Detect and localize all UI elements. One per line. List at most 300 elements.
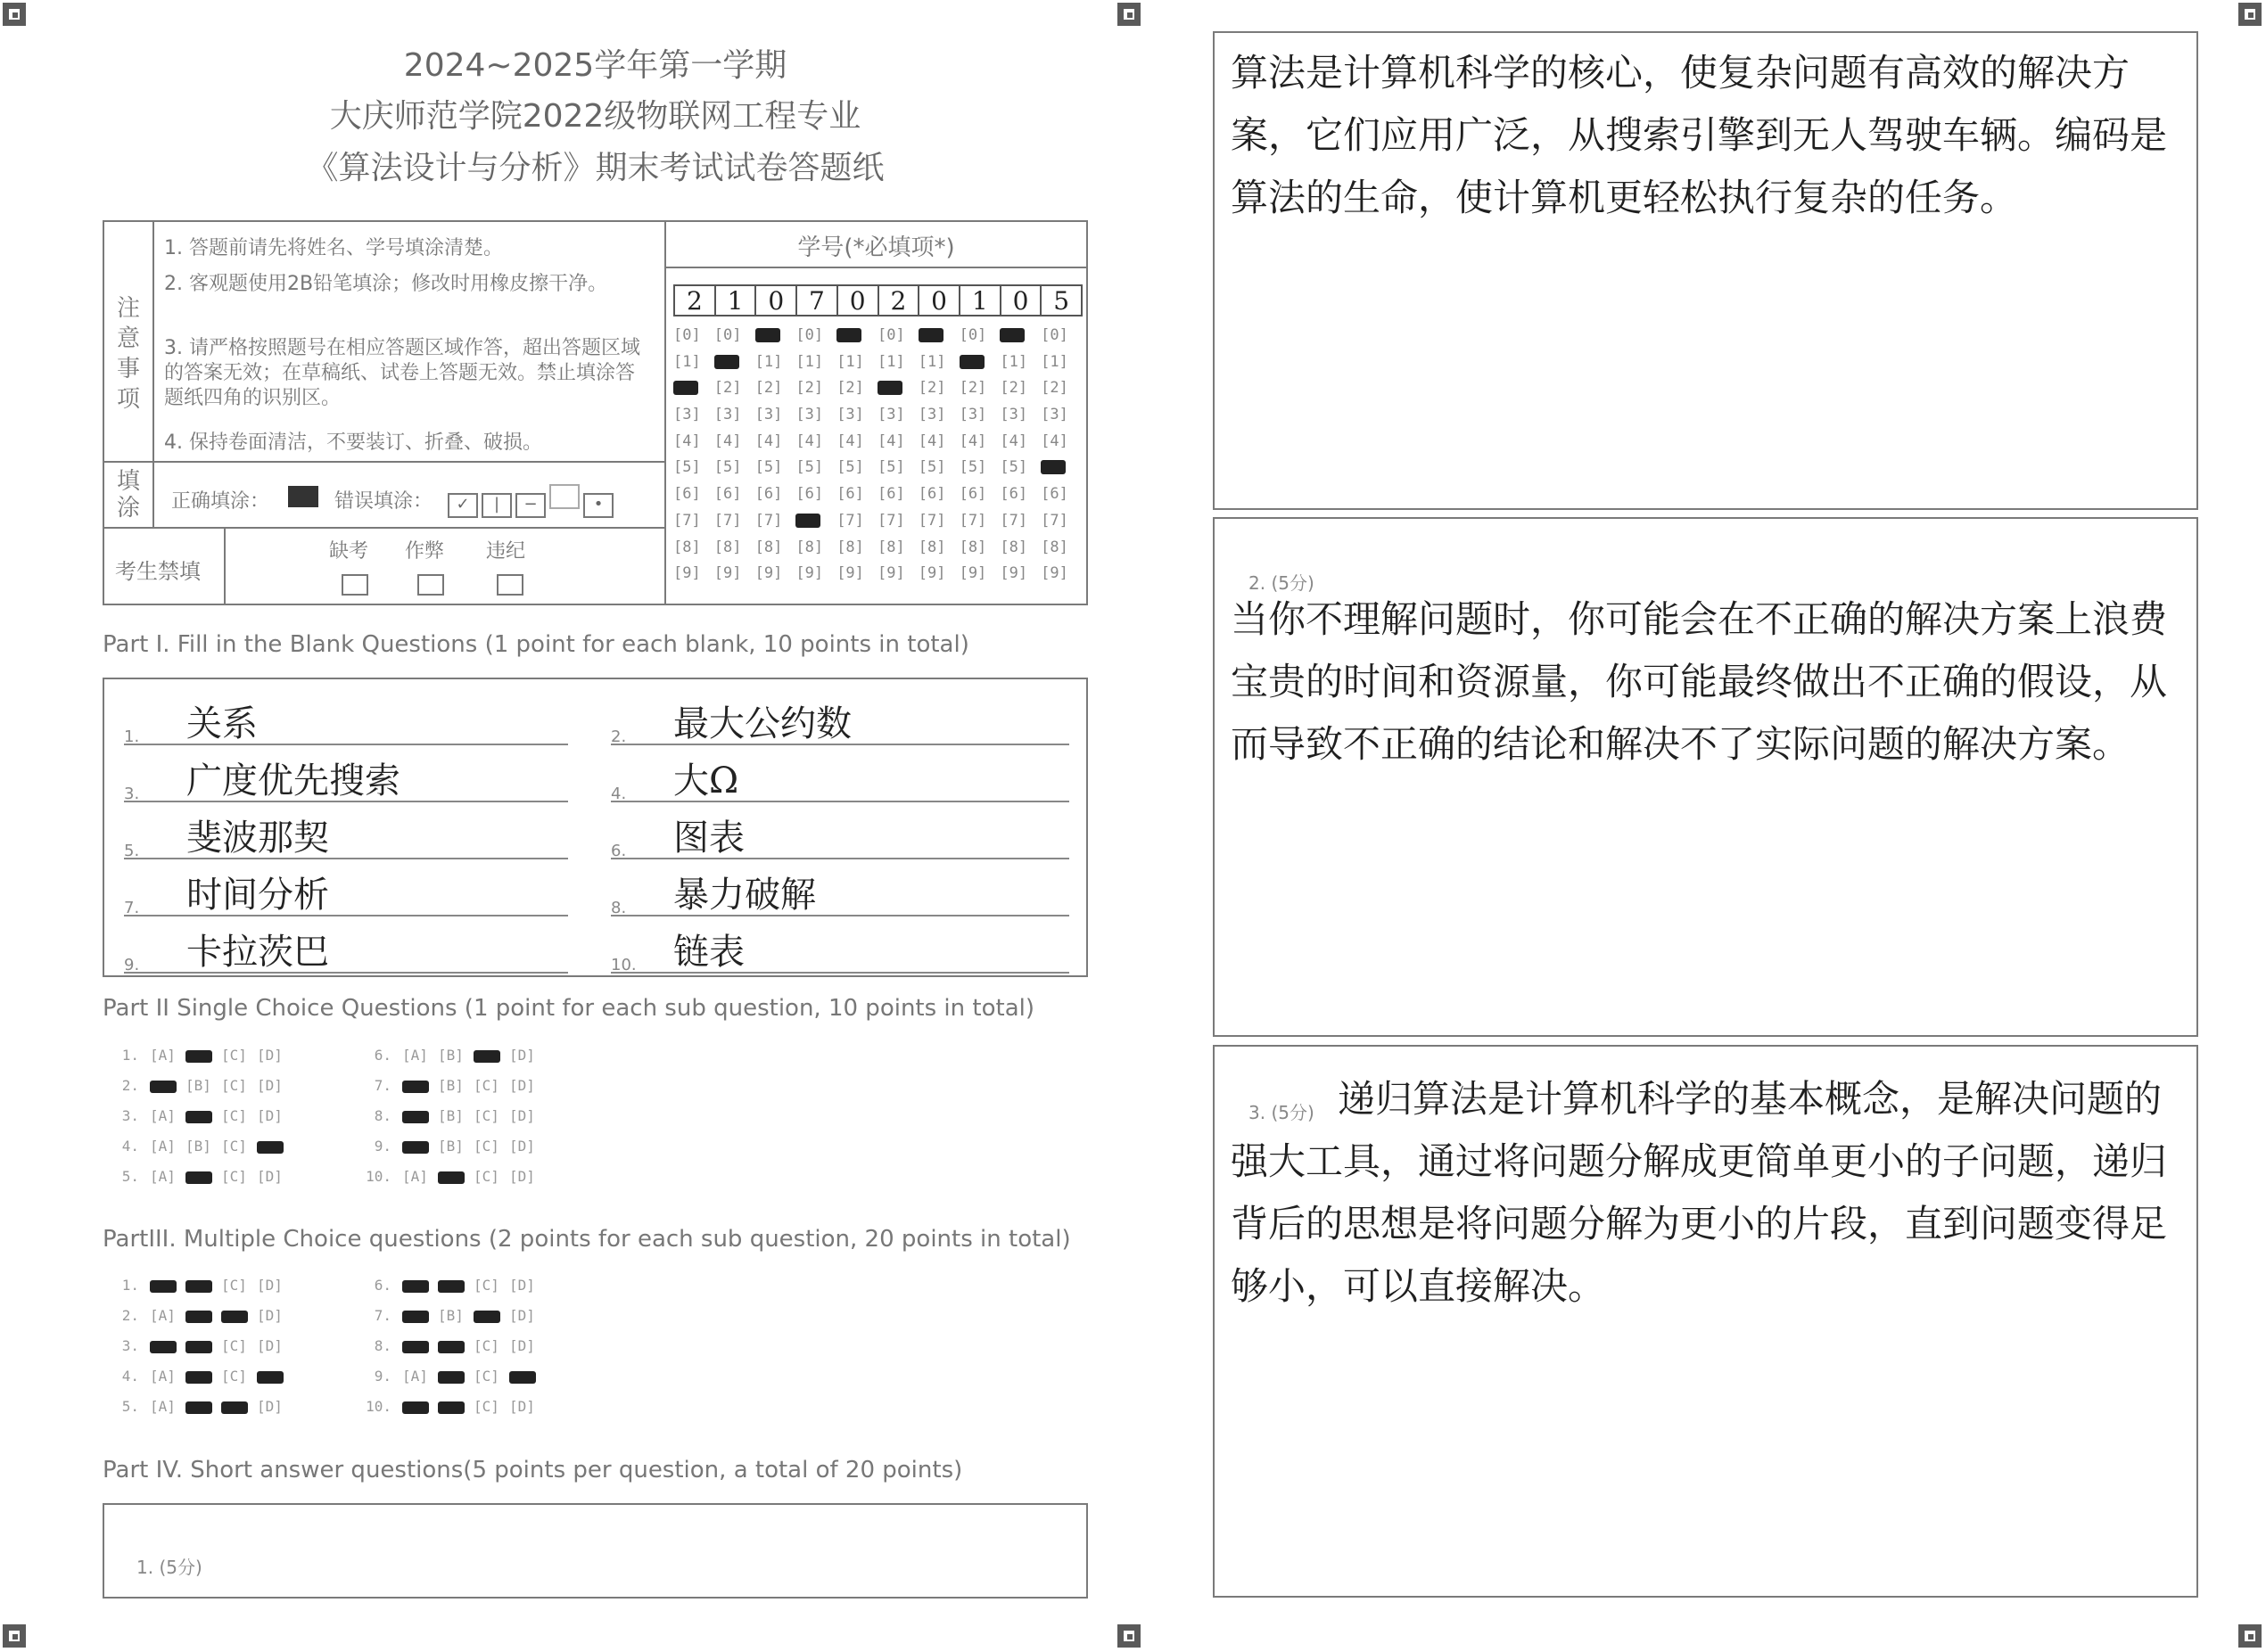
choice-bubble-filled[interactable] xyxy=(438,1171,465,1184)
choice-bubble[interactable]: [C] xyxy=(474,1077,499,1094)
blank-answer-text: 最大公约数 xyxy=(673,703,852,744)
student-id-bubble-row xyxy=(673,402,1082,429)
student-id-bubble[interactable]: [5] xyxy=(877,458,905,477)
choice-bubble[interactable]: [C] xyxy=(221,1047,247,1064)
header-line-2: 大庆师范学院2022级物联网工程专业 xyxy=(329,98,861,135)
student-id-digit-row xyxy=(673,284,1083,316)
choice-bubble-filled[interactable] xyxy=(438,1371,465,1384)
student-id-bubble[interactable]: [3] xyxy=(754,406,783,424)
blank-number: 7. xyxy=(124,899,140,917)
flag-cheat-checkbox[interactable] xyxy=(417,574,444,596)
student-id-bubble[interactable]: [9] xyxy=(673,564,701,583)
student-id-bubble[interactable]: [7] xyxy=(673,511,701,530)
student-id-bubble[interactable]: [4] xyxy=(918,431,946,450)
choice-bubble[interactable]: [D] xyxy=(509,1077,535,1094)
student-id-bubble[interactable]: [8] xyxy=(959,538,987,556)
student-id-bubble[interactable]: [6] xyxy=(918,485,946,504)
choice-bubble[interactable]: [D] xyxy=(509,1307,535,1324)
blank-answer-text: 暴力破解 xyxy=(673,875,816,916)
choice-bubble-filled[interactable] xyxy=(185,1171,212,1184)
choice-number: 8. xyxy=(374,1107,391,1124)
choice-bubble-filled[interactable] xyxy=(150,1280,177,1293)
registration-mark-icon xyxy=(1117,1624,1141,1648)
choice-bubble[interactable]: [C] xyxy=(221,1277,247,1294)
choice-bubble-filled[interactable] xyxy=(150,1341,177,1353)
choice-question xyxy=(359,1107,545,1124)
student-id-digit: 5 xyxy=(1053,286,1070,316)
student-id-bubble[interactable]: [7] xyxy=(918,511,946,530)
blank-answer-text: 关系 xyxy=(186,703,258,744)
student-id-bubble[interactable]: [9] xyxy=(959,564,987,583)
choice-bubble[interactable]: [B] xyxy=(438,1138,464,1155)
choice-question xyxy=(359,1337,545,1354)
choice-question xyxy=(114,1077,293,1094)
choice-bubble[interactable]: [A] xyxy=(402,1047,428,1064)
choice-bubble[interactable]: [B] xyxy=(185,1138,211,1155)
student-id-bubble[interactable]: [2] xyxy=(795,379,824,398)
choice-question xyxy=(114,1307,293,1324)
choice-number: 10. xyxy=(366,1398,391,1415)
student-id-bubble[interactable]: [1] xyxy=(836,352,864,371)
student-id-bubble[interactable] xyxy=(1041,455,1082,481)
student-id-bubble-row xyxy=(673,323,1082,349)
student-id-bubble-row xyxy=(673,375,1082,402)
choice-bubble[interactable]: [C] xyxy=(474,1277,499,1294)
blank-answer-text: 大Ω xyxy=(673,760,739,801)
student-id-bubble[interactable]: [0] xyxy=(795,326,824,344)
student-id-bubble[interactable]: [1] xyxy=(1041,352,1068,371)
choice-question xyxy=(359,1077,545,1094)
flag-violation-label: 违纪 xyxy=(486,540,526,563)
student-id-bubble[interactable]: [4] xyxy=(1041,431,1068,450)
choice-question xyxy=(114,1277,293,1294)
notice-label: 注意事项 xyxy=(116,295,140,413)
student-id-bubble[interactable]: [4] xyxy=(795,431,824,450)
choice-question xyxy=(359,1047,545,1064)
student-id-label: 学号(*必填项*) xyxy=(797,234,955,261)
notice-item-3: 3. 请严格按照题号在相应答题区域作答，超出答题区域的答案无效；在草稿纸、试卷上答题无效。禁止填涂答题纸四角的识别区。 xyxy=(164,337,640,409)
student-id-bubble[interactable]: [2] xyxy=(1000,379,1028,398)
choice-bubble[interactable]: [D] xyxy=(509,1107,535,1124)
student-id-bubble-row xyxy=(673,429,1082,456)
choice-bubble[interactable]: [D] xyxy=(257,1047,283,1064)
choice-bubble[interactable]: [D] xyxy=(257,1337,283,1354)
student-id-bubble[interactable]: [4] xyxy=(836,431,864,450)
choice-bubble[interactable]: [A] xyxy=(150,1138,176,1155)
choice-question xyxy=(114,1107,293,1124)
student-id-bubble[interactable]: [6] xyxy=(877,485,905,504)
choice-bubble[interactable]: [D] xyxy=(257,1077,283,1094)
student-id-bubble[interactable]: [7] xyxy=(754,511,783,530)
blank-answer-text: 卡拉茨巴 xyxy=(186,932,329,973)
short-answer-box-3 xyxy=(1213,1045,2198,1598)
student-id-bubble[interactable]: [6] xyxy=(1041,485,1068,504)
wrong-fill-label: 错误填涂： xyxy=(334,490,433,513)
q1-label: 1. (5分) xyxy=(136,1557,202,1578)
blank-answer-text: 斐波那契 xyxy=(186,818,329,859)
student-id-bubble[interactable]: [2] xyxy=(1041,379,1068,398)
flag-absent-checkbox[interactable] xyxy=(342,574,368,596)
choice-number: 5. xyxy=(121,1168,139,1185)
choice-question xyxy=(114,1047,293,1064)
choice-question xyxy=(114,1168,293,1185)
student-id-bubble[interactable] xyxy=(919,323,960,349)
student-id-bubble-row xyxy=(673,535,1082,562)
student-id-bubble[interactable]: [0] xyxy=(1041,326,1068,344)
student-id-bubble-row xyxy=(673,561,1082,588)
registration-mark-icon xyxy=(1117,3,1141,26)
student-id-bubble[interactable]: [6] xyxy=(959,485,987,504)
part3-title: PartIII. Multiple Choice questions (2 points for each sub question, 20 points in total) xyxy=(103,1226,1071,1253)
choice-bubble-filled[interactable] xyxy=(402,1081,429,1093)
student-id-bubble[interactable] xyxy=(836,323,878,349)
student-id-bubble[interactable]: [5] xyxy=(959,458,987,477)
choice-bubble-filled[interactable] xyxy=(474,1050,500,1063)
student-id-bubble[interactable]: [8] xyxy=(877,538,905,556)
fill-label: 填涂 xyxy=(117,468,141,522)
choice-bubble[interactable]: [D] xyxy=(257,1398,283,1415)
choice-number: 2. xyxy=(121,1077,139,1094)
choice-bubble[interactable]: [D] xyxy=(257,1307,283,1324)
choice-number: 6. xyxy=(374,1047,391,1064)
choice-bubble[interactable]: [C] xyxy=(474,1138,499,1155)
choice-bubble[interactable]: [D] xyxy=(509,1337,535,1354)
student-id-digit: 0 xyxy=(1001,286,1042,315)
blank-number: 3. xyxy=(124,785,140,803)
choice-bubble-filled[interactable] xyxy=(474,1311,500,1323)
choice-number: 1. xyxy=(121,1047,139,1064)
flag-violation-checkbox[interactable] xyxy=(497,574,523,596)
student-id-bubble[interactable]: [4] xyxy=(754,431,783,450)
choice-bubble[interactable]: [B] xyxy=(438,1107,464,1124)
choice-bubble-filled[interactable] xyxy=(185,1341,212,1353)
choice-bubble-filled[interactable] xyxy=(438,1401,465,1414)
student-id-bubble[interactable]: [2] xyxy=(918,379,946,398)
short-answer-box-1 xyxy=(103,1503,1088,1599)
q3-label: 3. (5分) xyxy=(1248,1102,1314,1123)
student-id-bubble[interactable]: [3] xyxy=(795,406,824,424)
student-id-bubble[interactable]: [9] xyxy=(1041,564,1068,583)
q2-label: 2. (5分) xyxy=(1248,572,1314,594)
choice-number: 3. xyxy=(121,1107,139,1124)
student-id-bubble[interactable]: [9] xyxy=(877,564,905,583)
choice-bubble-filled[interactable] xyxy=(402,1111,429,1123)
choice-bubble-filled[interactable] xyxy=(509,1371,536,1384)
student-id-bubble[interactable]: [5] xyxy=(795,458,824,477)
choice-number: 9. xyxy=(374,1138,391,1155)
student-id-bubble[interactable]: [5] xyxy=(918,458,946,477)
blank-number: 10. xyxy=(611,956,637,974)
header-line-3: 《算法设计与分析》期末考试试卷答题纸 xyxy=(306,150,885,186)
choice-bubble-filled[interactable] xyxy=(438,1341,465,1353)
short-answer-box-1-continued xyxy=(1213,31,2198,510)
blank-number: 9. xyxy=(124,956,140,974)
choice-question xyxy=(114,1368,293,1385)
choice-bubble[interactable]: [C] xyxy=(221,1138,247,1155)
student-id-bubble[interactable]: [8] xyxy=(1000,538,1028,556)
choice-bubble[interactable]: [C] xyxy=(221,1368,247,1385)
choice-bubble[interactable]: [D] xyxy=(257,1277,283,1294)
student-id-bubble[interactable]: [9] xyxy=(754,564,783,583)
student-id-digit: 0 xyxy=(756,286,797,315)
notice-item-4: 4. 保持卷面清洁，不要装订、折叠、破损。 xyxy=(164,431,542,454)
student-id-bubble[interactable] xyxy=(673,375,714,402)
student-id-bubble[interactable]: [8] xyxy=(1041,538,1068,556)
student-id-bubble[interactable]: [9] xyxy=(713,564,742,583)
student-id-bubble[interactable]: [1] xyxy=(918,352,946,371)
student-id-bubble[interactable]: [8] xyxy=(918,538,946,556)
blank-answer-text: 广度优先搜索 xyxy=(186,760,400,801)
student-id-bubble[interactable]: [2] xyxy=(836,379,864,398)
choice-bubble[interactable]: [B] xyxy=(185,1077,211,1094)
choice-bubble[interactable]: [C] xyxy=(221,1337,247,1354)
student-id-bubble[interactable]: [7] xyxy=(1041,511,1068,530)
blank-number: 1. xyxy=(124,727,140,746)
student-id-bubble[interactable]: [6] xyxy=(673,485,701,504)
blank-number: 6. xyxy=(611,842,627,860)
choice-bubble-filled[interactable] xyxy=(221,1311,248,1323)
student-id-bubble[interactable]: [9] xyxy=(918,564,946,583)
student-id-bubble[interactable]: [5] xyxy=(754,458,783,477)
choice-bubble[interactable]: [D] xyxy=(509,1277,535,1294)
student-id-bubble[interactable]: [6] xyxy=(754,485,783,504)
student-id-bubble[interactable]: [3] xyxy=(877,406,905,424)
student-id-bubble[interactable] xyxy=(878,375,919,402)
student-id-bubble[interactable]: [3] xyxy=(836,406,864,424)
student-id-bubble[interactable]: [3] xyxy=(673,406,701,424)
student-id-bubble[interactable]: [6] xyxy=(713,485,742,504)
student-id-bubble[interactable]: [0] xyxy=(713,326,742,344)
student-id-bubble[interactable]: [5] xyxy=(836,458,864,477)
choice-question xyxy=(359,1307,545,1324)
registration-mark-icon xyxy=(2238,1624,2262,1648)
notice-item-2: 2. 客观题使用2B铅笔填涂；修改时用橡皮擦干净。 xyxy=(164,273,608,295)
student-id-bubble[interactable]: [2] xyxy=(713,379,742,398)
choice-bubble-filled[interactable] xyxy=(185,1050,212,1063)
choice-bubble[interactable]: [D] xyxy=(257,1107,283,1124)
part4-title: Part IV. Short answer questions(5 points per question, a total of 20 points) xyxy=(103,1457,963,1484)
choice-bubble[interactable]: [C] xyxy=(474,1168,499,1185)
student-id-bubble[interactable]: [2] xyxy=(754,379,783,398)
choice-bubble[interactable]: [A] xyxy=(150,1107,176,1124)
student-id-bubble[interactable]: [7] xyxy=(1000,511,1028,530)
choice-bubble[interactable]: [B] xyxy=(438,1047,464,1064)
blank-answer-text: 图表 xyxy=(673,818,745,859)
student-id-bubble[interactable]: [0] xyxy=(877,326,905,344)
student-id-bubble[interactable]: [9] xyxy=(836,564,864,583)
choice-question xyxy=(359,1277,545,1294)
flag-absent-label: 缺考 xyxy=(329,540,369,563)
part1-title: Part I. Fill in the Blank Questions (1 point for each blank, 10 points in total) xyxy=(103,631,969,658)
student-id-bubble[interactable]: [8] xyxy=(673,538,701,556)
choice-bubble[interactable]: [C] xyxy=(474,1107,499,1124)
student-id-bubble[interactable]: [2] xyxy=(959,379,987,398)
choice-bubble-filled[interactable] xyxy=(221,1401,248,1414)
student-id-bubble[interactable]: [7] xyxy=(959,511,987,530)
choice-number: 3. xyxy=(121,1337,139,1354)
student-id-bubble[interactable] xyxy=(795,508,836,535)
student-id-digit: 1 xyxy=(716,286,757,315)
student-id-bubble[interactable]: [4] xyxy=(713,431,742,450)
student-id-bubble[interactable]: [3] xyxy=(1000,406,1028,424)
choice-bubble-filled[interactable] xyxy=(257,1371,284,1384)
choice-number: 4. xyxy=(121,1368,139,1385)
student-id-bubble[interactable]: [5] xyxy=(1000,458,1028,477)
choice-bubble-filled[interactable] xyxy=(402,1311,429,1323)
short-answer-box-2 xyxy=(1213,517,2198,1037)
choice-bubble[interactable]: [C] xyxy=(221,1107,247,1124)
choice-question xyxy=(359,1368,545,1385)
choice-bubble[interactable]: [B] xyxy=(438,1077,464,1094)
registration-mark-icon xyxy=(3,1624,26,1648)
registration-mark-icon xyxy=(2238,3,2262,26)
student-id-bubble[interactable]: [1] xyxy=(795,352,824,371)
choice-bubble-filled[interactable] xyxy=(185,1111,212,1123)
choice-bubble-filled[interactable] xyxy=(438,1280,465,1293)
student-id-digit: 2 xyxy=(675,286,716,315)
choice-question xyxy=(359,1138,545,1155)
student-id-bubble-grid xyxy=(673,323,1082,588)
student-id-digit: 1 xyxy=(960,286,1001,315)
student-id-bubble[interactable]: [6] xyxy=(836,485,864,504)
student-id-digit: 0 xyxy=(919,286,960,315)
student-id-bubble[interactable]: [4] xyxy=(673,431,701,450)
wrong-fill-samples: ✓ | − • xyxy=(448,484,614,518)
choice-question xyxy=(359,1168,545,1185)
examinee-label: 考生禁填 xyxy=(115,559,201,584)
choice-number: 7. xyxy=(374,1077,391,1094)
student-id-bubble[interactable]: [3] xyxy=(959,406,987,424)
choice-bubble-filled[interactable] xyxy=(402,1141,429,1154)
blank-number: 8. xyxy=(611,899,627,917)
choice-bubble[interactable]: [A] xyxy=(402,1168,428,1185)
student-id-bubble[interactable]: [4] xyxy=(877,431,905,450)
blank-answer-text: 时间分析 xyxy=(186,875,329,916)
choice-bubble-filled[interactable] xyxy=(402,1341,429,1353)
choice-bubble[interactable]: [A] xyxy=(150,1307,176,1324)
choice-bubble[interactable]: [A] xyxy=(150,1047,176,1064)
choice-number: 2. xyxy=(121,1307,139,1324)
student-id-bubble-row xyxy=(673,481,1082,508)
student-id-digit: 7 xyxy=(797,286,838,315)
choice-bubble[interactable]: [D] xyxy=(509,1047,535,1064)
blank-number: 5. xyxy=(124,842,140,860)
student-id-bubble-row xyxy=(673,349,1082,376)
student-id-bubble[interactable]: [1] xyxy=(754,352,783,371)
correct-fill-label: 正确填涂： xyxy=(171,490,270,513)
student-id-digit: 0 xyxy=(838,286,879,315)
choice-bubble-filled[interactable] xyxy=(402,1401,429,1414)
student-id-bubble[interactable]: [4] xyxy=(959,431,987,450)
choice-number: 6. xyxy=(374,1277,391,1294)
student-id-bubble[interactable]: [3] xyxy=(918,406,946,424)
student-id-bubble[interactable]: [3] xyxy=(1041,406,1068,424)
choice-bubble-filled[interactable] xyxy=(185,1280,212,1293)
choice-question xyxy=(114,1398,293,1415)
choice-bubble-filled[interactable] xyxy=(150,1081,177,1093)
choice-bubble[interactable]: [D] xyxy=(257,1168,283,1185)
choice-bubble[interactable]: [C] xyxy=(474,1368,499,1385)
student-id-bubble[interactable]: [8] xyxy=(795,538,824,556)
student-id-bubble[interactable]: [9] xyxy=(795,564,824,583)
choice-bubble[interactable]: [D] xyxy=(509,1398,535,1415)
notice-item-1: 1. 答题前请先将姓名、学号填涂清楚。 xyxy=(164,237,503,259)
choice-number: 9. xyxy=(374,1368,391,1385)
choice-number: 10. xyxy=(366,1168,391,1185)
flag-cheat-label: 作弊 xyxy=(405,540,445,563)
student-id-bubble[interactable]: [5] xyxy=(713,458,742,477)
choice-bubble-filled[interactable] xyxy=(185,1401,212,1414)
choice-question xyxy=(359,1398,545,1415)
student-id-bubble[interactable]: [8] xyxy=(754,538,783,556)
choice-bubble[interactable]: [C] xyxy=(221,1168,247,1185)
student-id-bubble[interactable]: [7] xyxy=(713,511,742,530)
choice-bubble[interactable]: [A] xyxy=(150,1398,176,1415)
choice-bubble-filled[interactable] xyxy=(402,1280,429,1293)
choice-bubble[interactable]: [C] xyxy=(221,1077,247,1094)
student-id-bubble[interactable]: [0] xyxy=(959,326,987,344)
correct-fill-sample xyxy=(288,486,318,507)
student-id-bubble[interactable] xyxy=(960,349,1001,376)
student-id-bubble[interactable]: [1] xyxy=(673,352,701,371)
choice-bubble[interactable]: [B] xyxy=(438,1307,464,1324)
student-id-bubble[interactable]: [6] xyxy=(1000,485,1028,504)
registration-mark-icon xyxy=(3,3,26,26)
choice-bubble[interactable]: [A] xyxy=(150,1168,176,1185)
student-id-bubble[interactable]: [6] xyxy=(795,485,824,504)
answer-2-text: 当你不理解问题时，你可能会在不正确的解决方案上浪费宝贵的时间和资源量，你可能最终做出不正确的假设，从而导致不正确的结论和解决不了实际问题的解决方案。 xyxy=(1231,597,2168,766)
student-id-bubble-row xyxy=(673,455,1082,481)
answer-3-text: 递归算法是计算机科学的基本概念，是解决问题的强大工具，通过将问题分解成更简单更小的子问题，递归背后的思想是将问题分解为更小的片段，直到问题变得足够小，可以直接解决。 xyxy=(1231,1077,2168,1308)
student-id-bubble-row xyxy=(673,508,1082,535)
choice-number: 7. xyxy=(374,1307,391,1324)
choice-bubble-filled[interactable] xyxy=(185,1311,212,1323)
student-id-bubble[interactable]: [1] xyxy=(877,352,905,371)
answer-1-text: 算法是计算机科学的核心，使复杂问题有高效的解决方案，它们应用广泛，从搜索引擎到无人驾驶车辆。编码是算法的生命，使计算机更轻松执行复杂的任务。 xyxy=(1231,51,2168,219)
choice-bubble[interactable]: [C] xyxy=(474,1398,499,1415)
choice-bubble[interactable]: [D] xyxy=(509,1138,535,1155)
student-id-bubble[interactable] xyxy=(755,323,796,349)
blank-number: 2. xyxy=(611,727,627,746)
blank-number: 4. xyxy=(611,785,627,803)
choice-bubble[interactable]: [C] xyxy=(474,1337,499,1354)
student-id-bubble[interactable]: [7] xyxy=(836,511,864,530)
student-id-bubble[interactable]: [8] xyxy=(836,538,864,556)
choice-bubble-filled[interactable] xyxy=(185,1371,212,1384)
header-line-1: 2024~2025学年第一学期 xyxy=(403,47,787,84)
student-id-bubble[interactable] xyxy=(1000,323,1041,349)
choice-question xyxy=(114,1337,293,1354)
student-id-bubble[interactable]: [0] xyxy=(673,326,701,344)
choice-number: 4. xyxy=(121,1138,139,1155)
choice-bubble[interactable]: [A] xyxy=(402,1368,428,1385)
student-id-digit: 2 xyxy=(879,286,920,315)
student-id-bubble[interactable]: [8] xyxy=(713,538,742,556)
student-id-bubble[interactable]: [1] xyxy=(1000,352,1028,371)
student-id-bubble[interactable] xyxy=(714,349,755,376)
student-id-bubble[interactable]: [3] xyxy=(713,406,742,424)
choice-number: 5. xyxy=(121,1398,139,1415)
student-id-bubble[interactable]: [5] xyxy=(673,458,701,477)
student-id-bubble[interactable]: [9] xyxy=(1000,564,1028,583)
choice-bubble[interactable]: [D] xyxy=(509,1168,535,1185)
student-id-bubble[interactable]: [7] xyxy=(877,511,905,530)
blank-answer-text: 链表 xyxy=(673,932,745,973)
choice-bubble[interactable]: [A] xyxy=(150,1368,176,1385)
choice-bubble-filled[interactable] xyxy=(257,1141,284,1154)
part1-box xyxy=(103,678,1088,977)
student-id-bubble[interactable]: [4] xyxy=(1000,431,1028,450)
